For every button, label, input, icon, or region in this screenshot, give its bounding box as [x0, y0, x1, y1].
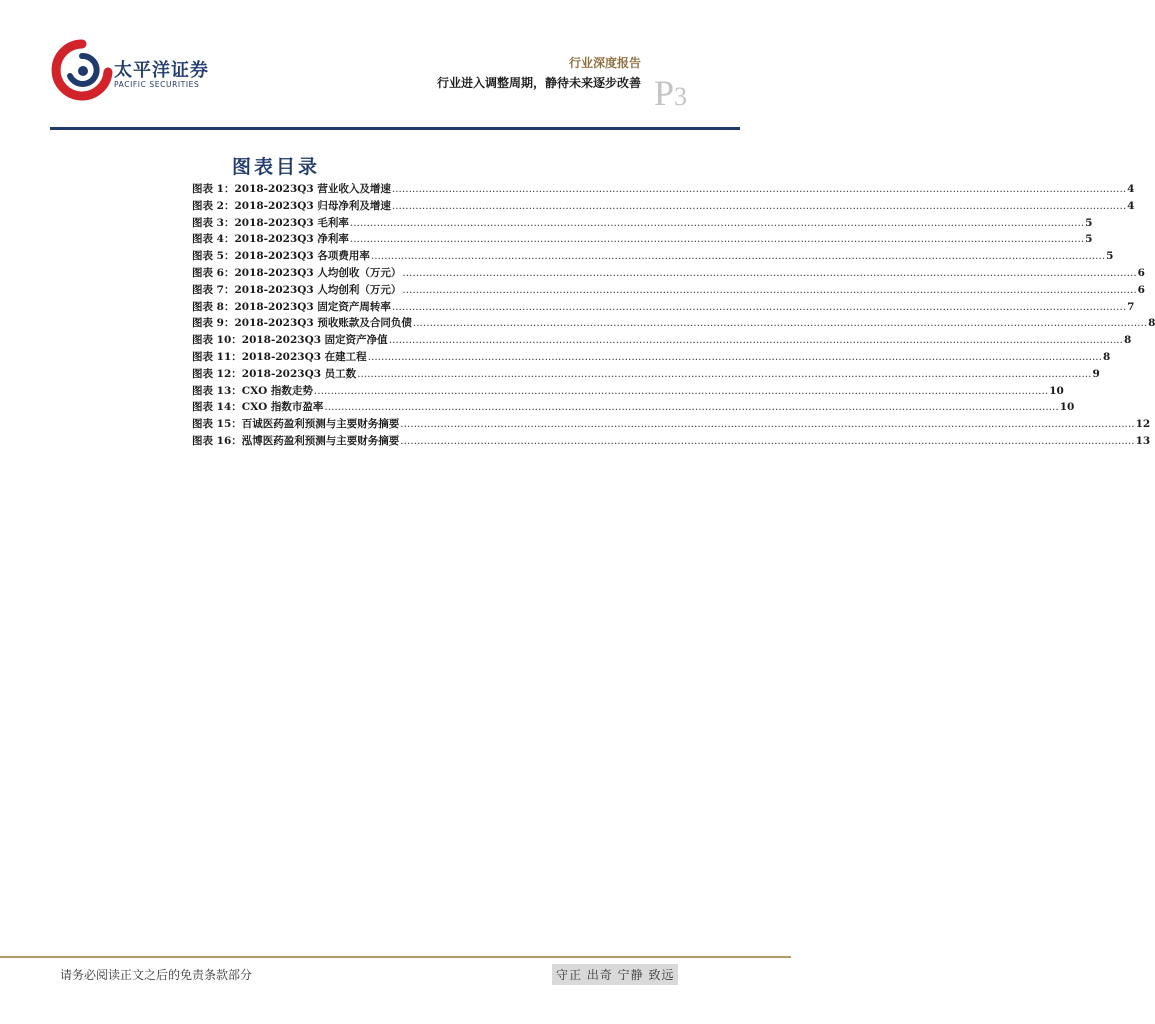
toc-title: 图表目录: [232, 156, 321, 178]
toc-item-label: 图表 13：CXO 指数走势: [192, 384, 313, 397]
toc-item-label: 图表 11：2018-2023Q3 在建工程: [192, 350, 367, 363]
toc-item-page: 10: [1049, 384, 1064, 397]
toc-leader-dots: ............................................................................................................................................................................................................................: [400, 418, 1135, 431]
toc-item-label: 图表 14：CXO 指数市盈率: [192, 401, 324, 414]
report-title: 行业进入调整周期，静待未来逐步改善: [436, 76, 641, 90]
toc-leader-dots: ............................................................................................................................................................................................................................: [391, 183, 1127, 195]
toc-item-page: 8: [1102, 350, 1111, 363]
toc-item[interactable]: [192, 265, 1145, 282]
toc-item-page: 7: [1127, 300, 1135, 313]
footer-divider: [0, 956, 791, 958]
logo-chinese-name: 太平洋证券: [114, 60, 209, 81]
toc-item-page: 13: [1135, 434, 1151, 447]
toc-item-page: 5: [1106, 250, 1114, 263]
toc-item-label: 图表 7：2018-2023Q3 人均创利（万元）: [192, 283, 402, 296]
toc-item-page: 9: [1092, 367, 1100, 380]
toc-item-page: 8: [1123, 334, 1132, 347]
pacific-securities-logo-icon: [52, 38, 112, 104]
toc-item[interactable]: [192, 332, 1132, 349]
toc-item[interactable]: [192, 299, 1135, 316]
toc-item-page: 12: [1135, 418, 1151, 431]
toc-leader-dots: ............................................................................................................................................................................................................................: [324, 401, 1059, 414]
toc-item-label: 图表 16：泓博医药盈利预测与主要财务摘要: [192, 434, 400, 447]
toc-item[interactable]: [192, 383, 1064, 400]
report-type: 行业深度报告: [568, 56, 641, 70]
toc-leader-dots: ............................................................................................................................................................................................................................: [402, 266, 1137, 279]
figure-table-of-contents: [192, 181, 1155, 450]
toc-leader-dots: ............................................................................................................................................................................................................................: [400, 434, 1135, 447]
toc-item-label: 图表 4：2018-2023Q3 净利率: [192, 233, 349, 246]
company-motto: 守正 出奇 宁静 致远: [552, 964, 678, 985]
toc-leader-dots: ............................................................................................................................................................................................................................: [367, 350, 1102, 363]
toc-item[interactable]: [192, 366, 1100, 383]
toc-leader-dots: ............................................................................................................................................................................................................................: [402, 283, 1137, 296]
page-letter: P: [654, 73, 675, 113]
toc-item[interactable]: [192, 282, 1145, 299]
toc-item[interactable]: [192, 215, 1093, 232]
toc-item-label: 图表 12：2018-2023Q3 员工数: [192, 367, 357, 380]
toc-item-page: 5: [1085, 216, 1093, 229]
toc-item[interactable]: [192, 416, 1151, 433]
toc-leader-dots: ............................................................................................................................................................................................................................: [357, 367, 1092, 380]
toc-item-label: 图表 15：百诚医药盈利预测与主要财务摘要: [192, 418, 400, 431]
toc-leader-dots: ............................................................................................................................................................................................................................: [313, 384, 1049, 397]
toc-item[interactable]: [192, 399, 1075, 416]
toc-leader-dots: ............................................................................................................................................................................................................................: [370, 250, 1106, 263]
toc-item-label: 图表 5：2018-2023Q3 各项费用率: [192, 250, 370, 263]
toc-item-page: 6: [1137, 283, 1145, 296]
header-divider: [50, 127, 740, 130]
toc-item-page: 10: [1059, 401, 1075, 414]
toc-item-label: 图表 8：2018-2023Q3 固定资产周转率: [192, 300, 391, 313]
toc-item[interactable]: [192, 198, 1135, 215]
toc-leader-dots: ............................................................................................................................................................................................................................: [391, 199, 1127, 212]
logo-english-name: PACIFIC SECURITIES: [114, 80, 200, 89]
toc-item-page: 8: [1148, 317, 1155, 330]
toc-item-label: 图表 10：2018-2023Q3 固定资产净值: [192, 334, 388, 347]
toc-item-label: 图表 9：2018-2023Q3 预收账款及合同负债: [192, 317, 412, 330]
page-number: 3: [674, 82, 688, 111]
toc-item-page: 4: [1127, 199, 1135, 212]
page-marker: [654, 72, 687, 114]
toc-item[interactable]: [192, 248, 1114, 265]
toc-leader-dots: ............................................................................................................................................................................................................................: [391, 300, 1127, 313]
toc-item[interactable]: [192, 315, 1155, 332]
toc-item[interactable]: [192, 181, 1135, 198]
toc-item-label: 图表 6：2018-2023Q3 人均创收（万元）: [192, 266, 402, 279]
disclaimer-note: 请务必阅读正文之后的免责条款部分: [60, 968, 253, 982]
toc-item[interactable]: [192, 433, 1151, 450]
toc-item[interactable]: [192, 349, 1111, 366]
company-logo: [52, 38, 217, 108]
toc-leader-dots: ............................................................................................................................................................................................................................: [349, 233, 1085, 246]
toc-leader-dots: ............................................................................................................................................................................................................................: [388, 334, 1123, 347]
toc-item-page: 6: [1137, 266, 1145, 279]
toc-item[interactable]: [192, 231, 1093, 248]
toc-item-label: 图表 1：2018-2023Q3 营业收入及增速: [192, 183, 391, 195]
toc-leader-dots: ............................................................................................................................................................................................................................: [412, 317, 1148, 330]
toc-item-label: 图表 3：2018-2023Q3 毛利率: [192, 216, 349, 229]
toc-item-page: 4: [1127, 183, 1135, 195]
toc-item-label: 图表 2：2018-2023Q3 归母净利及增速: [192, 199, 391, 212]
toc-item-page: 5: [1085, 233, 1093, 246]
toc-leader-dots: ............................................................................................................................................................................................................................: [349, 216, 1085, 229]
